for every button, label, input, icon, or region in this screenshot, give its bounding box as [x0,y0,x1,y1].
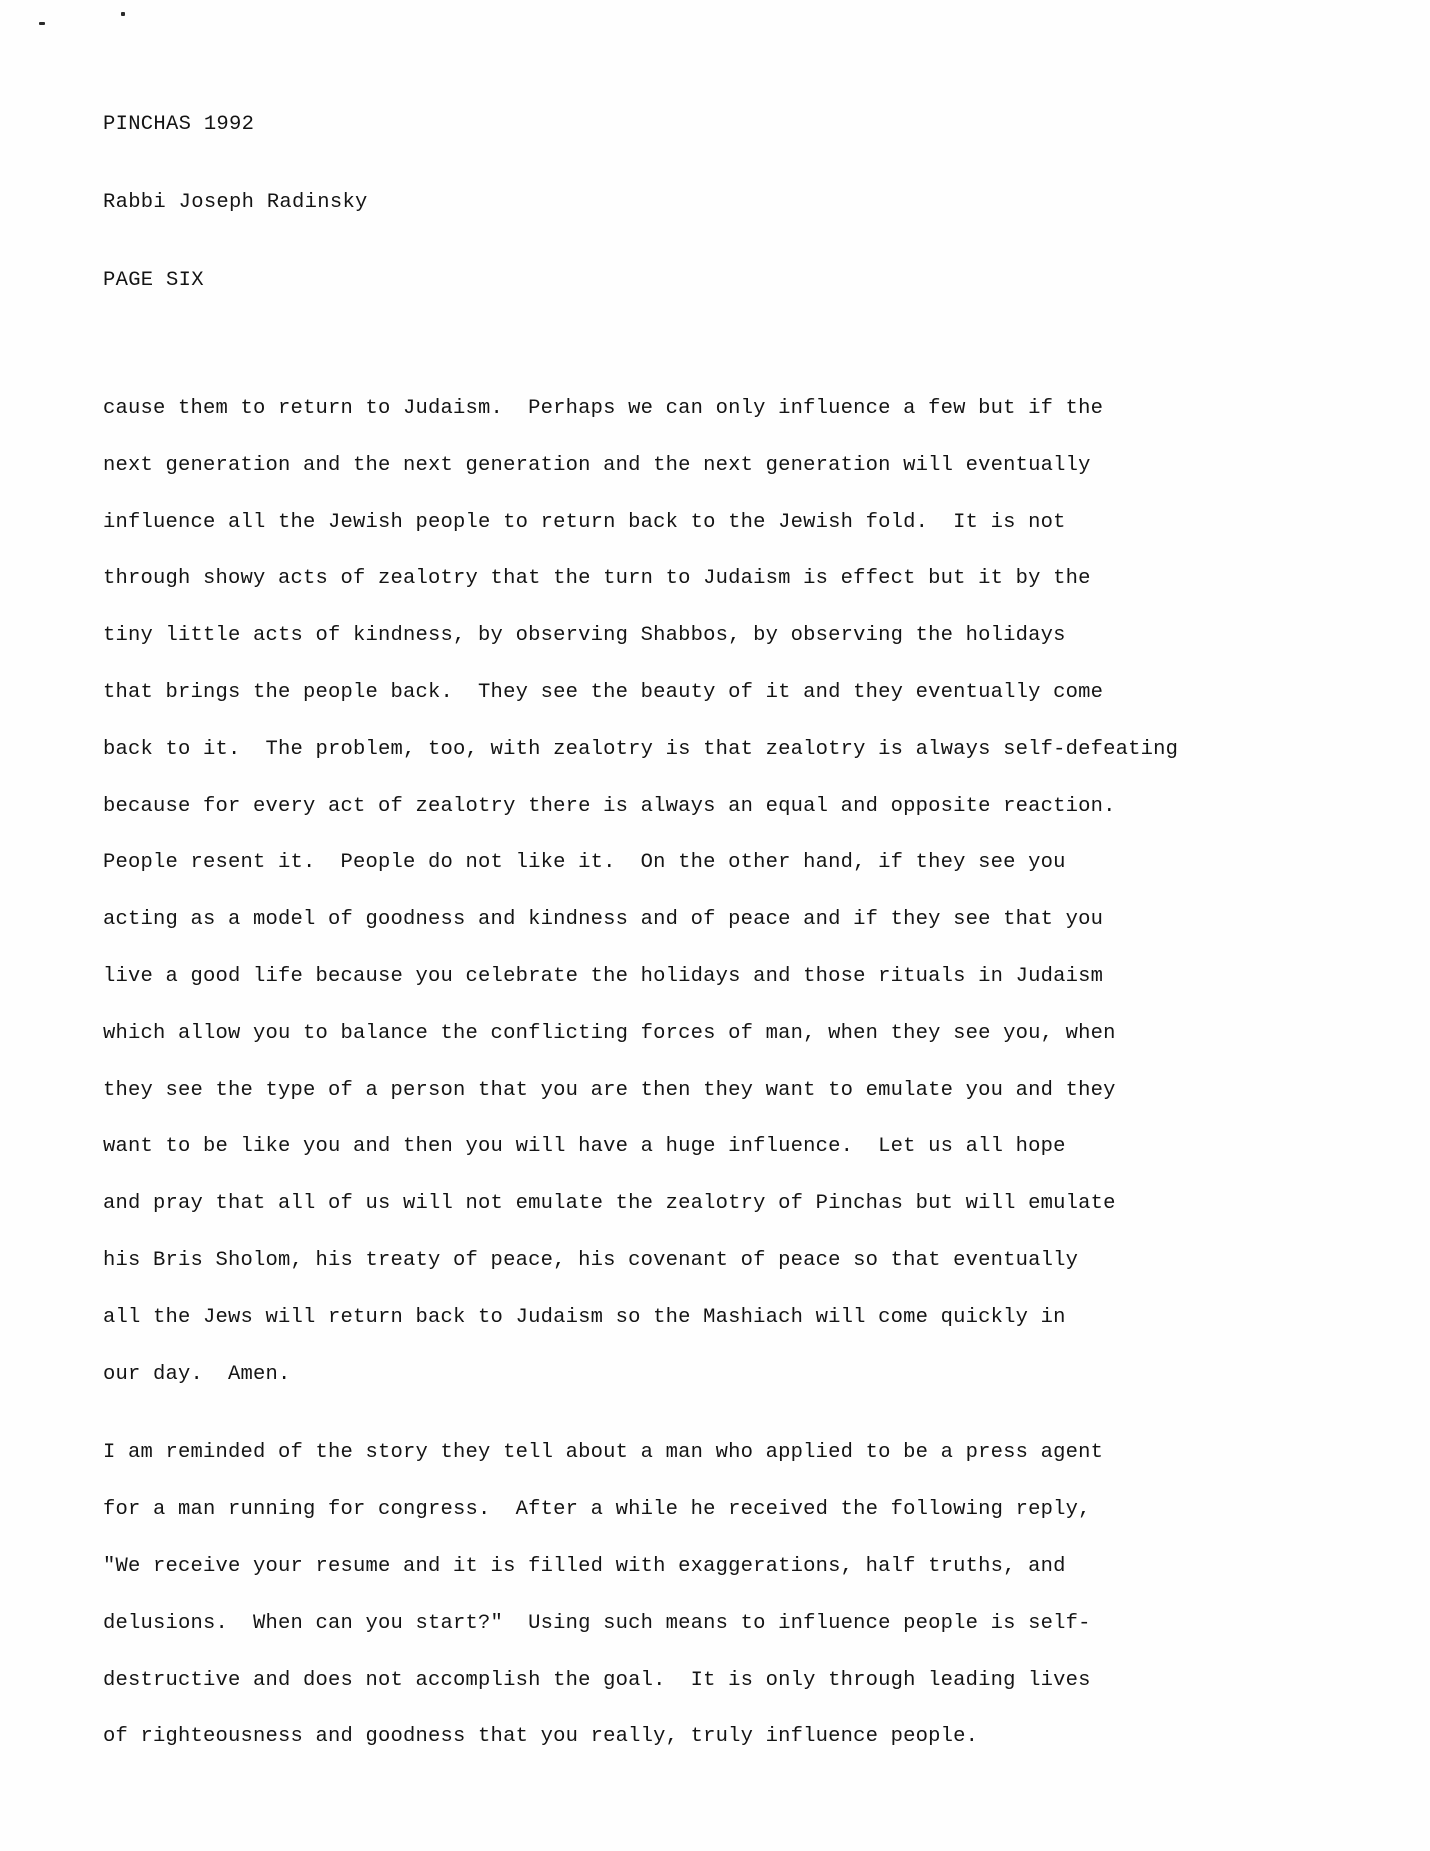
text-line: because for every act of zealotry there is always an equal and opposite reaction. [103,794,1116,818]
paragraph-1 [103,381,1390,1403]
paragraph-2 [103,1425,1390,1766]
text-line: "We receive your resume and it is filled with exaggerations, half truths, and [103,1554,1066,1578]
text-line: which allow you to balance the conflicting forces of man, when they see you, when [103,1021,1116,1045]
text-line: and pray that all of us will not emulate the zealotry of Pinchas but will emulate [103,1192,1116,1216]
text-line: delusions. When can you start?" Using such means to influence people is self- [103,1611,1091,1635]
text-line: that brings the people back. They see the beauty of it and they eventually come [103,680,1104,704]
text-line: his Bris Sholom, his treaty of peace, his covenant of peace so that eventually [103,1248,1079,1272]
text-line: People resent it. People do not like it. On the other hand, if they see you [103,851,1066,875]
scan-speck [39,22,45,25]
scan-speck [121,12,125,16]
text-line: back to it. The problem, too, with zealotry is that zealotry is always self-defeating [103,737,1179,761]
text-line: of righteousness and goodness that you really, truly influence people. [103,1725,979,1749]
text-line: destructive and does not accomplish the goal. It is only through leading lives [103,1668,1091,1692]
text-line: for a man running for congress. After a while he received the following reply, [103,1498,1091,1522]
text-line: they see the type of a person that you are then they want to emulate you and they [103,1078,1116,1102]
header-page-number: PAGE SIX [103,269,204,292]
text-line: next generation and the next generation and the next generation will eventually [103,453,1091,477]
text-line: through showy acts of zealotry that the turn to Judaism is effect but it by the [103,567,1091,591]
text-line: I am reminded of the story they tell about a man who applied to be a press agent [103,1441,1104,1465]
document-header [0,0,1430,346]
text-line: our day. Amen. [103,1362,291,1386]
document-body [0,381,1430,1766]
text-line: want to be like you and then you will have a huge influence. Let us all hope [103,1135,1066,1159]
text-line: cause them to return to Judaism. Perhaps we can only influence a few but if the [103,397,1104,420]
text-line: acting as a model of goodness and kindness and of peace and if they see that you [103,908,1104,932]
text-line: all the Jews will return back to Judaism so the Mashiach will come quickly in [103,1305,1066,1329]
header-author: Rabbi Joseph Radinsky [103,191,368,214]
header-title: PINCHAS 1992 [103,113,255,136]
text-line: live a good life because you celebrate the holidays and those rituals in Judaism [103,964,1104,988]
text-line: tiny little acts of kindness, by observing Shabbos, by observing the holidays [103,624,1066,648]
text-line: influence all the Jewish people to return back to the Jewish fold. It is not [103,510,1066,534]
